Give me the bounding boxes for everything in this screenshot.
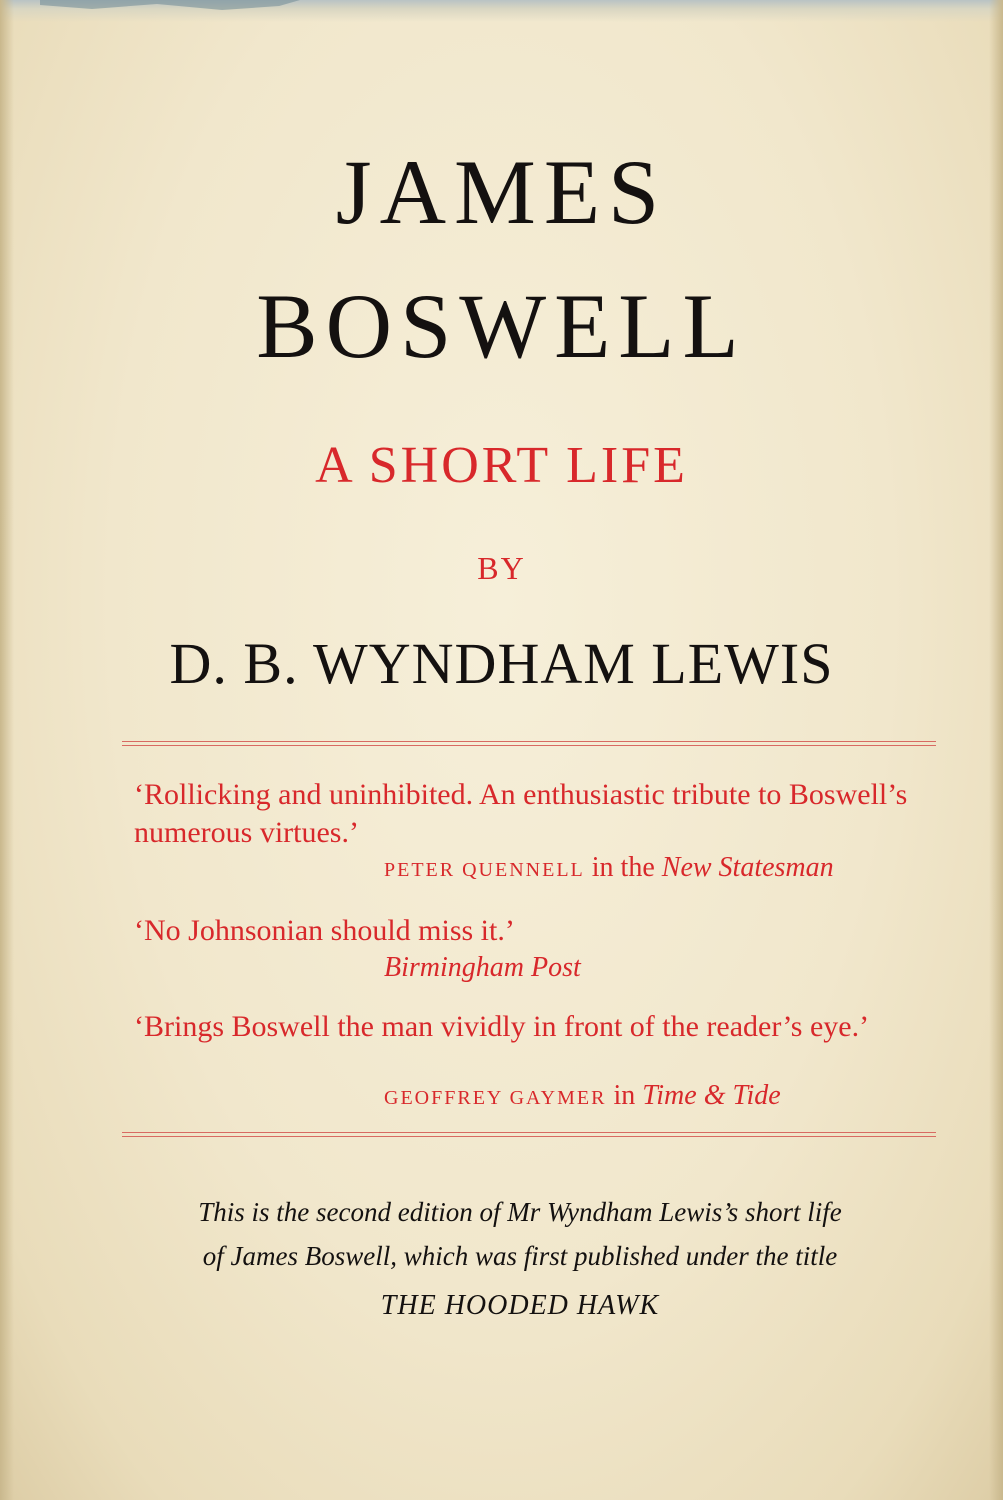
review-attribution-1 [384, 852, 834, 884]
review-publication-1: New Statesman [661, 852, 834, 883]
review-critic-1: PETER QUENNELL [384, 859, 585, 881]
by-label: BY [477, 550, 526, 586]
review-quote-2: ‘No Johnsonian should miss it.’ [134, 914, 515, 947]
review-connector-3: in [613, 1080, 636, 1111]
review-attribution-3 [384, 1080, 781, 1112]
title-line-2: BOSWELL [256, 275, 747, 377]
review-critic-3: GEOFFREY GAYMER [384, 1087, 607, 1109]
review-quote-3: ‘Brings Boswell the man vividly in front of the reader’s eye.’ [134, 1010, 870, 1043]
divider-top [122, 741, 936, 746]
review-attribution-2 [384, 952, 581, 984]
review-publication-2: Birmingham Post [384, 952, 581, 983]
edition-note-line-2: of James Boswell, which was first published under the title [202, 1241, 838, 1271]
divider-bottom [122, 1132, 936, 1137]
title-line-1: JAMES [335, 141, 668, 243]
review-publication-3: Time & Tide [642, 1080, 781, 1111]
subtitle: A SHORT LIFE [315, 437, 688, 494]
former-title: THE HOODED HAWK [380, 1290, 660, 1321]
review-quote-1: ‘Rollicking and uninhibited. An enthusiastic tribute to Boswell’s numerous virtues.’ [134, 778, 908, 849]
edition-note-line-1: This is the second edition of Mr Wyndham Lewis’s short life [198, 1197, 842, 1227]
review-connector-1: in the [591, 852, 655, 883]
author-name: D. B. WYNDHAM LEWIS [169, 631, 834, 696]
